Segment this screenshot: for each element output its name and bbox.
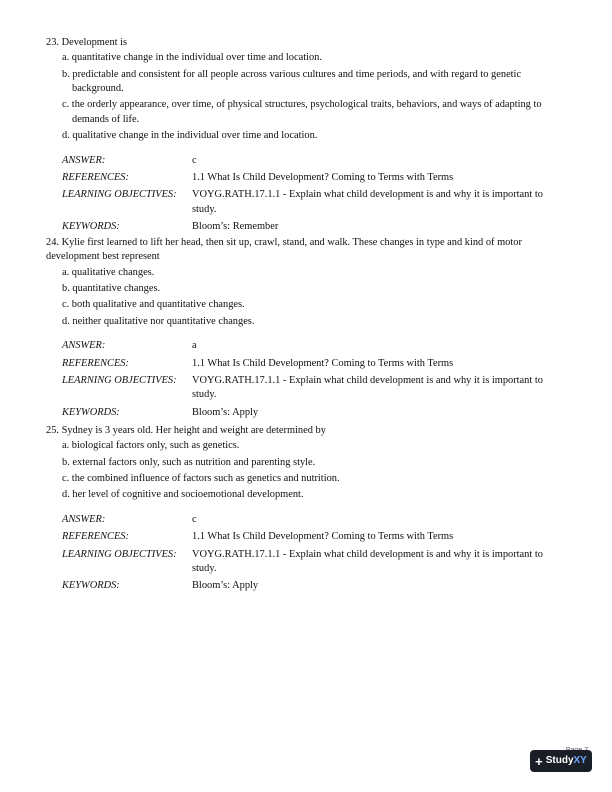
plus-icon: + xyxy=(535,753,543,769)
option-b: b. quantitative changes. xyxy=(62,283,161,295)
references-label: REFERENCES: xyxy=(62,357,129,369)
references-value: 1.1 What Is Child Development? Coming to Terms with Terms xyxy=(192,357,454,369)
option-a: a. qualitative changes. xyxy=(62,266,155,278)
question-23 xyxy=(46,36,566,237)
keywords-value: Bloom’s: Apply xyxy=(192,406,259,418)
keywords-value: Bloom’s: Apply xyxy=(192,580,259,592)
studyxy-badge[interactable] xyxy=(530,750,592,772)
objectives-value: VOYG.RATH.17.1.1 - Explain what child development is and why it is important to study. xyxy=(192,548,543,574)
option-a: a. biological factors only, such as genetics. xyxy=(62,440,240,452)
objectives-label: LEARNING OBJECTIVES: xyxy=(62,374,177,386)
keywords-label: KEYWORDS: xyxy=(62,406,120,418)
option-list xyxy=(62,51,566,143)
option-list xyxy=(62,439,566,502)
question-stem: 23. Development is xyxy=(46,37,128,48)
answer-label: ANSWER: xyxy=(62,154,106,166)
option-a: a. quantitative change in the individual over time and location. xyxy=(62,52,322,64)
option-d: d. her level of cognitive and socioemotional development. xyxy=(62,489,304,501)
question-stem: 25. Sydney is 3 years old. Her height and weight are determined by xyxy=(46,425,326,436)
objectives-label: LEARNING OBJECTIVES: xyxy=(62,189,177,201)
answer-metadata xyxy=(62,339,562,423)
answer-label: ANSWER: xyxy=(62,513,106,525)
question-25 xyxy=(46,424,566,597)
option-d: d. qualitative change in the individual over time and location. xyxy=(62,130,318,142)
question-stem: 24. Kylie first learned to lift her head, then sit up, crawl, stand, and walk. These changes in type and kind of motor development best represent xyxy=(46,237,522,263)
answer-label: ANSWER: xyxy=(62,340,106,352)
question-24 xyxy=(46,236,566,423)
objectives-label: LEARNING OBJECTIVES: xyxy=(62,548,177,560)
answer-value: c xyxy=(192,154,197,166)
option-list xyxy=(62,266,566,329)
references-label: REFERENCES: xyxy=(62,171,129,183)
answer-metadata xyxy=(62,513,562,597)
objectives-value: VOYG.RATH.17.1.1 - Explain what child development is and why it is important to study. xyxy=(192,189,543,215)
answer-value: c xyxy=(192,513,197,525)
option-b: b. predictable and consistent for all people across various cultures and time periods, and with regard to genetic background. xyxy=(62,68,522,95)
answer-metadata xyxy=(62,154,562,238)
references-label: REFERENCES: xyxy=(62,531,129,543)
badge-brand: StudyXY xyxy=(545,755,587,767)
answer-value: a xyxy=(192,340,197,352)
references-value: 1.1 What Is Child Development? Coming to Terms with Terms xyxy=(192,531,454,543)
option-d: d. neither qualitative nor quantitative changes. xyxy=(62,315,255,327)
references-value: 1.1 What Is Child Development? Coming to Terms with Terms xyxy=(192,171,454,183)
keywords-label: KEYWORDS: xyxy=(62,580,120,592)
objectives-value: VOYG.RATH.17.1.1 - Explain what child development is and why it is important to study. xyxy=(192,374,543,401)
option-c: c. both qualitative and quantitative changes. xyxy=(62,299,245,311)
option-c: c. the combined influence of factors such as genetics and nutrition. xyxy=(62,473,340,485)
keywords-label: KEYWORDS: xyxy=(62,220,120,232)
option-c: c. the orderly appearance, over time, of physical structures, psychological traits, behaviors, and ways of adapting to demands of life. xyxy=(62,99,542,125)
option-b: b. external factors only, such as nutrition and parenting style. xyxy=(62,456,316,468)
keywords-value: Bloom’s: Remember xyxy=(192,220,279,232)
